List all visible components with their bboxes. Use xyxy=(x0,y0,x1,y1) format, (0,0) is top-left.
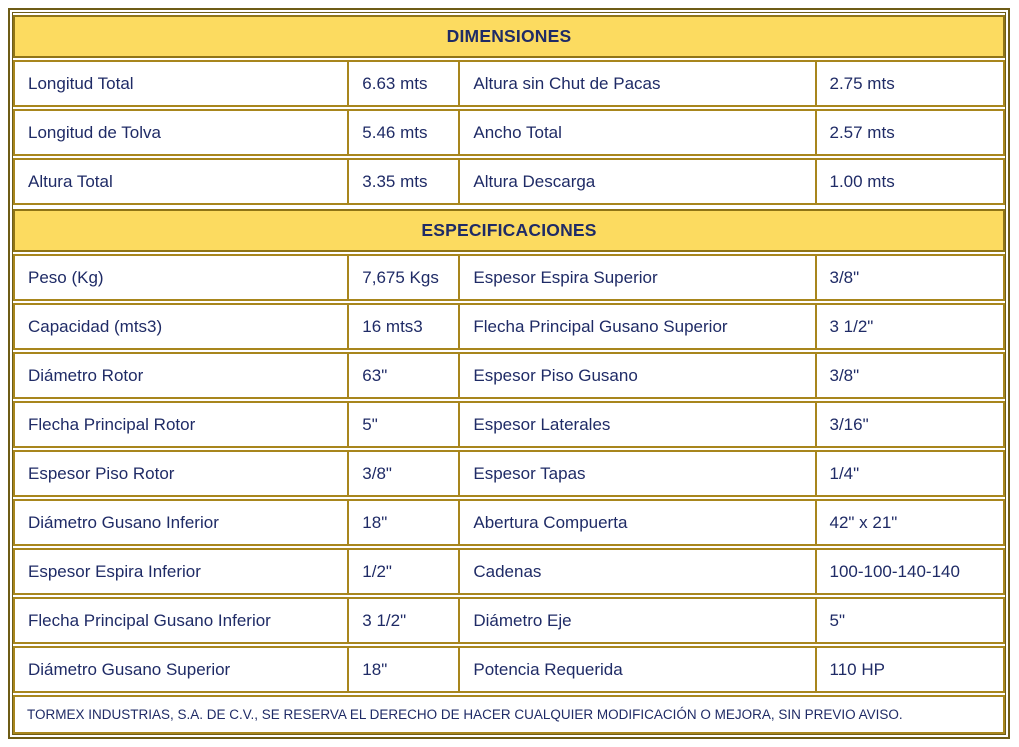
spec-label-cell: Espesor Espira Superior xyxy=(460,254,816,301)
spec-value-cell: 2.75 mts xyxy=(817,60,1006,107)
footer-disclaimer: TORMEX INDUSTRIAS, S.A. DE C.V., SE RESERVA EL DERECHO DE HACER CUALQUIER MODIFICACIÓN O MEJORA, SIN PREVIO AVISO. xyxy=(13,695,1005,734)
section-header-dimensiones: DIMENSIONES xyxy=(13,15,1005,58)
table-row xyxy=(13,303,1005,350)
table-row xyxy=(13,401,1005,448)
table-row xyxy=(13,60,1005,107)
spec-value-cell: 3.35 mts xyxy=(349,158,460,205)
table-row xyxy=(13,109,1005,156)
spec-label-cell: Altura Total xyxy=(13,158,349,205)
spec-sections xyxy=(13,13,1005,695)
spec-label-cell: Espesor Laterales xyxy=(460,401,816,448)
spec-value-cell: 3/8" xyxy=(349,450,460,497)
spec-label-cell: Capacidad (mts3) xyxy=(13,303,349,350)
spec-value-cell: 3 1/2" xyxy=(817,303,1006,350)
spec-label-cell: Espesor Piso Rotor xyxy=(13,450,349,497)
spec-label-cell: Diámetro Gusano Inferior xyxy=(13,499,349,546)
spec-value-cell: 1/2" xyxy=(349,548,460,595)
spec-label-cell: Espesor Espira Inferior xyxy=(13,548,349,595)
spec-value-cell: 5.46 mts xyxy=(349,109,460,156)
section-table-especificaciones xyxy=(13,207,1005,695)
spec-label-cell: Cadenas xyxy=(460,548,816,595)
table-row xyxy=(13,254,1005,301)
spec-value-cell: 1.00 mts xyxy=(817,158,1006,205)
spec-value-cell: 3 1/2" xyxy=(349,597,460,644)
spec-label-cell: Diámetro Eje xyxy=(460,597,816,644)
spec-label-cell: Longitud de Tolva xyxy=(13,109,349,156)
spec-label-cell: Altura Descarga xyxy=(460,158,816,205)
table-row xyxy=(13,450,1005,497)
spec-value-cell: 42" x 21" xyxy=(817,499,1006,546)
spec-label-cell: Ancho Total xyxy=(460,109,816,156)
section-header-especificaciones: ESPECIFICACIONES xyxy=(13,209,1005,252)
table-row xyxy=(13,548,1005,595)
table-row xyxy=(13,499,1005,546)
spec-value-cell: 18" xyxy=(349,499,460,546)
spec-label-cell: Espesor Piso Gusano xyxy=(460,352,816,399)
spec-label-cell: Espesor Tapas xyxy=(460,450,816,497)
spec-value-cell: 1/4" xyxy=(817,450,1006,497)
spec-label-cell: Diámetro Gusano Superior xyxy=(13,646,349,693)
spec-sheet-frame xyxy=(8,8,1010,739)
section-header-row xyxy=(13,15,1005,58)
spec-value-cell: 63" xyxy=(349,352,460,399)
spec-label-cell: Potencia Requerida xyxy=(460,646,816,693)
table-row xyxy=(13,646,1005,693)
spec-label-cell: Peso (Kg) xyxy=(13,254,349,301)
spec-value-cell: 110 HP xyxy=(817,646,1006,693)
spec-sheet xyxy=(12,12,1006,735)
spec-value-cell: 3/8" xyxy=(817,352,1006,399)
spec-label-cell: Longitud Total xyxy=(13,60,349,107)
spec-value-cell: 18" xyxy=(349,646,460,693)
table-row xyxy=(13,597,1005,644)
spec-value-cell: 100-100-140-140 xyxy=(817,548,1006,595)
spec-value-cell: 7,675 Kgs xyxy=(349,254,460,301)
spec-value-cell: 2.57 mts xyxy=(817,109,1006,156)
table-row xyxy=(13,158,1005,205)
spec-label-cell: Flecha Principal Gusano Superior xyxy=(460,303,816,350)
spec-label-cell: Flecha Principal Rotor xyxy=(13,401,349,448)
spec-value-cell: 3/8" xyxy=(817,254,1006,301)
spec-label-cell: Abertura Compuerta xyxy=(460,499,816,546)
section-header-row xyxy=(13,209,1005,252)
spec-label-cell: Diámetro Rotor xyxy=(13,352,349,399)
spec-label-cell: Flecha Principal Gusano Inferior xyxy=(13,597,349,644)
spec-value-cell: 5" xyxy=(349,401,460,448)
spec-value-cell: 6.63 mts xyxy=(349,60,460,107)
spec-value-cell: 5" xyxy=(817,597,1006,644)
section-table-dimensiones xyxy=(13,13,1005,207)
table-row xyxy=(13,352,1005,399)
spec-label-cell: Altura sin Chut de Pacas xyxy=(460,60,816,107)
spec-value-cell: 16 mts3 xyxy=(349,303,460,350)
spec-value-cell: 3/16" xyxy=(817,401,1006,448)
